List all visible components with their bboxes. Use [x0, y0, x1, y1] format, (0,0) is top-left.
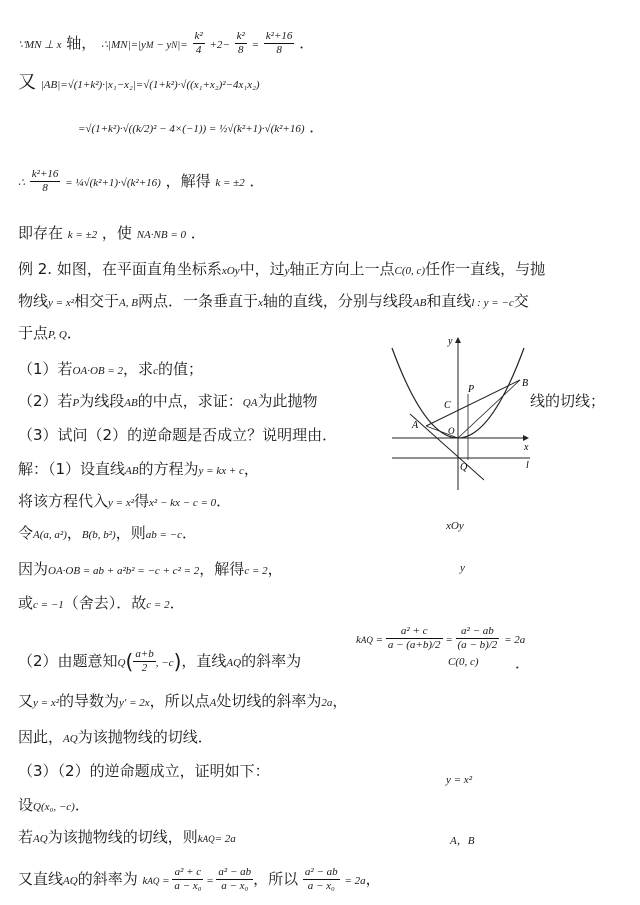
line-ab-length-cont: =√(1+k²)·√((k/2)² − 4×(−1)) = ½√(k²+1)·√(k²+16) ．	[78, 118, 325, 136]
label-o: O	[448, 426, 455, 436]
question-1: （1）若OA·OB = 2，求c的值；	[18, 360, 203, 378]
fraction-k2-over-8: $\frac{\text{k²}}{8}$	[236, 30, 245, 56]
solution-line-10: 设Q(x₀, −c)．	[18, 796, 90, 814]
solution-line-3: 令A(a, a²)，B(b, b²)，则ab = −c．	[18, 524, 197, 542]
solution-line-9: （3）（2）的逆命题成立，证明如下：	[18, 762, 270, 780]
solution-line-6: （2）由题意知Q( $\frac{a+b}{2}$ , −c)，直线AQ的斜率为	[18, 648, 302, 674]
rhs-expr: = ¼√(k²+1)·√(k²+16)	[65, 177, 161, 189]
example-line-2: 物线y = x²相交于A, B两点．一条垂直于x轴的直线，分别与线段AB和直线l : y = −c交	[18, 292, 529, 310]
ab-length-expr: |AB|=√(1+k²)·|x₁−x₂|=√(1+k²)·√((x₁+x₂)²−4x₁x₂)	[40, 79, 260, 91]
line-conclusion: 即存在 k = ±2 ，使 NA·NB = 0 ．	[18, 224, 206, 242]
solution-line-4: 因为OA·OB = ab + a²b² = −c + c² = 2，解得c = 2，	[18, 560, 283, 578]
slope-aq-formula: kAQ = $\frac{\text{a² + c}}{a - (a+b)/2}$ = $\frac{\text{a² − ab}}{(a - b)/2}$ = 2a	[356, 625, 526, 651]
label-x: x	[524, 442, 529, 453]
fraction-k2-over-4: $\frac{\text{k²}}{4}$	[194, 30, 203, 56]
axis-text: 轴，	[66, 34, 97, 52]
fraction-lhs: $\frac{\text{k²+16}}{8}$	[31, 168, 59, 194]
label-b: B	[522, 378, 529, 389]
label-a: A	[412, 420, 419, 431]
line-mn-perp: ∵MN ⊥ x 轴， ∴|MN|=|yM − yN|= $\frac{\text{k²}}{4}$ +2− $\frac{\text{k²}}{8}$ = $\frac{\text{k²+16}}{8}$ ．	[18, 30, 315, 56]
example-line-3: 于点P, Q．	[18, 324, 82, 342]
mn-length-expr: ∴|MN|=|y	[101, 39, 146, 51]
parabola-figure	[380, 330, 540, 495]
label-p: P	[468, 384, 475, 395]
ab-length-expr-2: =√(1+k²)·√((k/2)² − 4×(−1)) = ½√(k²+1)·√(k²+16)	[78, 123, 305, 135]
line-ab-length: 又 |AB|=√(1+k²)·|x₁−x₂|=√(1+k²)·√((x₁+x₂)²−4x₁x₂)	[18, 72, 260, 93]
question-2-tail: 线的切线；	[530, 392, 606, 410]
example-label: 例 2.	[18, 260, 53, 278]
stray-parabola: y = x²	[446, 774, 472, 786]
label-c: C	[444, 400, 451, 411]
line-solve-k: ∴ $\frac{\text{k²+16}}{8}$ = ¼√(k²+1)·√(k²+16) ，解得 k = ±2 ．	[18, 168, 265, 194]
solution-line-2: 将该方程代入y = x²得x² − kx − c = 0．	[18, 492, 232, 510]
solution-line-7: 又y = x²的导数为y′ = 2x，所以点A处切线的斜率为2a，	[18, 692, 348, 710]
vector-product: NA·NB = 0	[136, 229, 187, 241]
solution-line-8: 因此，AQ为该抛物线的切线．	[18, 728, 213, 746]
stray-xoy: xOy	[446, 520, 464, 532]
mn-perp-expr: ∵MN ⊥ x	[18, 39, 62, 51]
solution-line-11: 若AQ为该抛物线的切线，则kAQ= 2a	[18, 828, 236, 846]
k-value: k = ±2	[215, 177, 245, 189]
solution-line-5: 或c = −1（舍去）．故c = 2．	[18, 594, 185, 612]
label-l: l	[526, 460, 529, 471]
question-2: （2）若P为线段AB的中点，求证：QA为此抛物	[18, 392, 318, 410]
label-q: Q	[460, 462, 468, 473]
solution-line-12: 又直线AQ的斜率为 kAQ = $\frac{\text{a² + c}}{\text{a − x₀}}$ = $\frac{\text{a² − ab}}{\text{a − x₀}}$ ，所以 $\frac{\text{a² − ab}}{\text{a − x₀}}$ = 2a，	[18, 866, 381, 892]
question-3: （3）试问（2）的逆命题是否成立？说明理由．	[18, 426, 338, 444]
solution-line-1: 解：（1）设直线AB的方程为y = kx + c，	[18, 460, 259, 478]
stray-c-point: C(0, c)	[448, 656, 479, 668]
label-y: y	[448, 336, 453, 347]
example-line-1: 例 2. 如图，在平面直角坐标系xOy中，过y轴正方向上一点C(0, c)任作一直线，与抛	[18, 260, 546, 278]
stray-ab: A，B	[450, 835, 475, 847]
stray-y: y	[460, 562, 465, 574]
fraction-k2-plus-16-over-8: $\frac{\text{k²+16}}{8}$	[265, 30, 293, 56]
